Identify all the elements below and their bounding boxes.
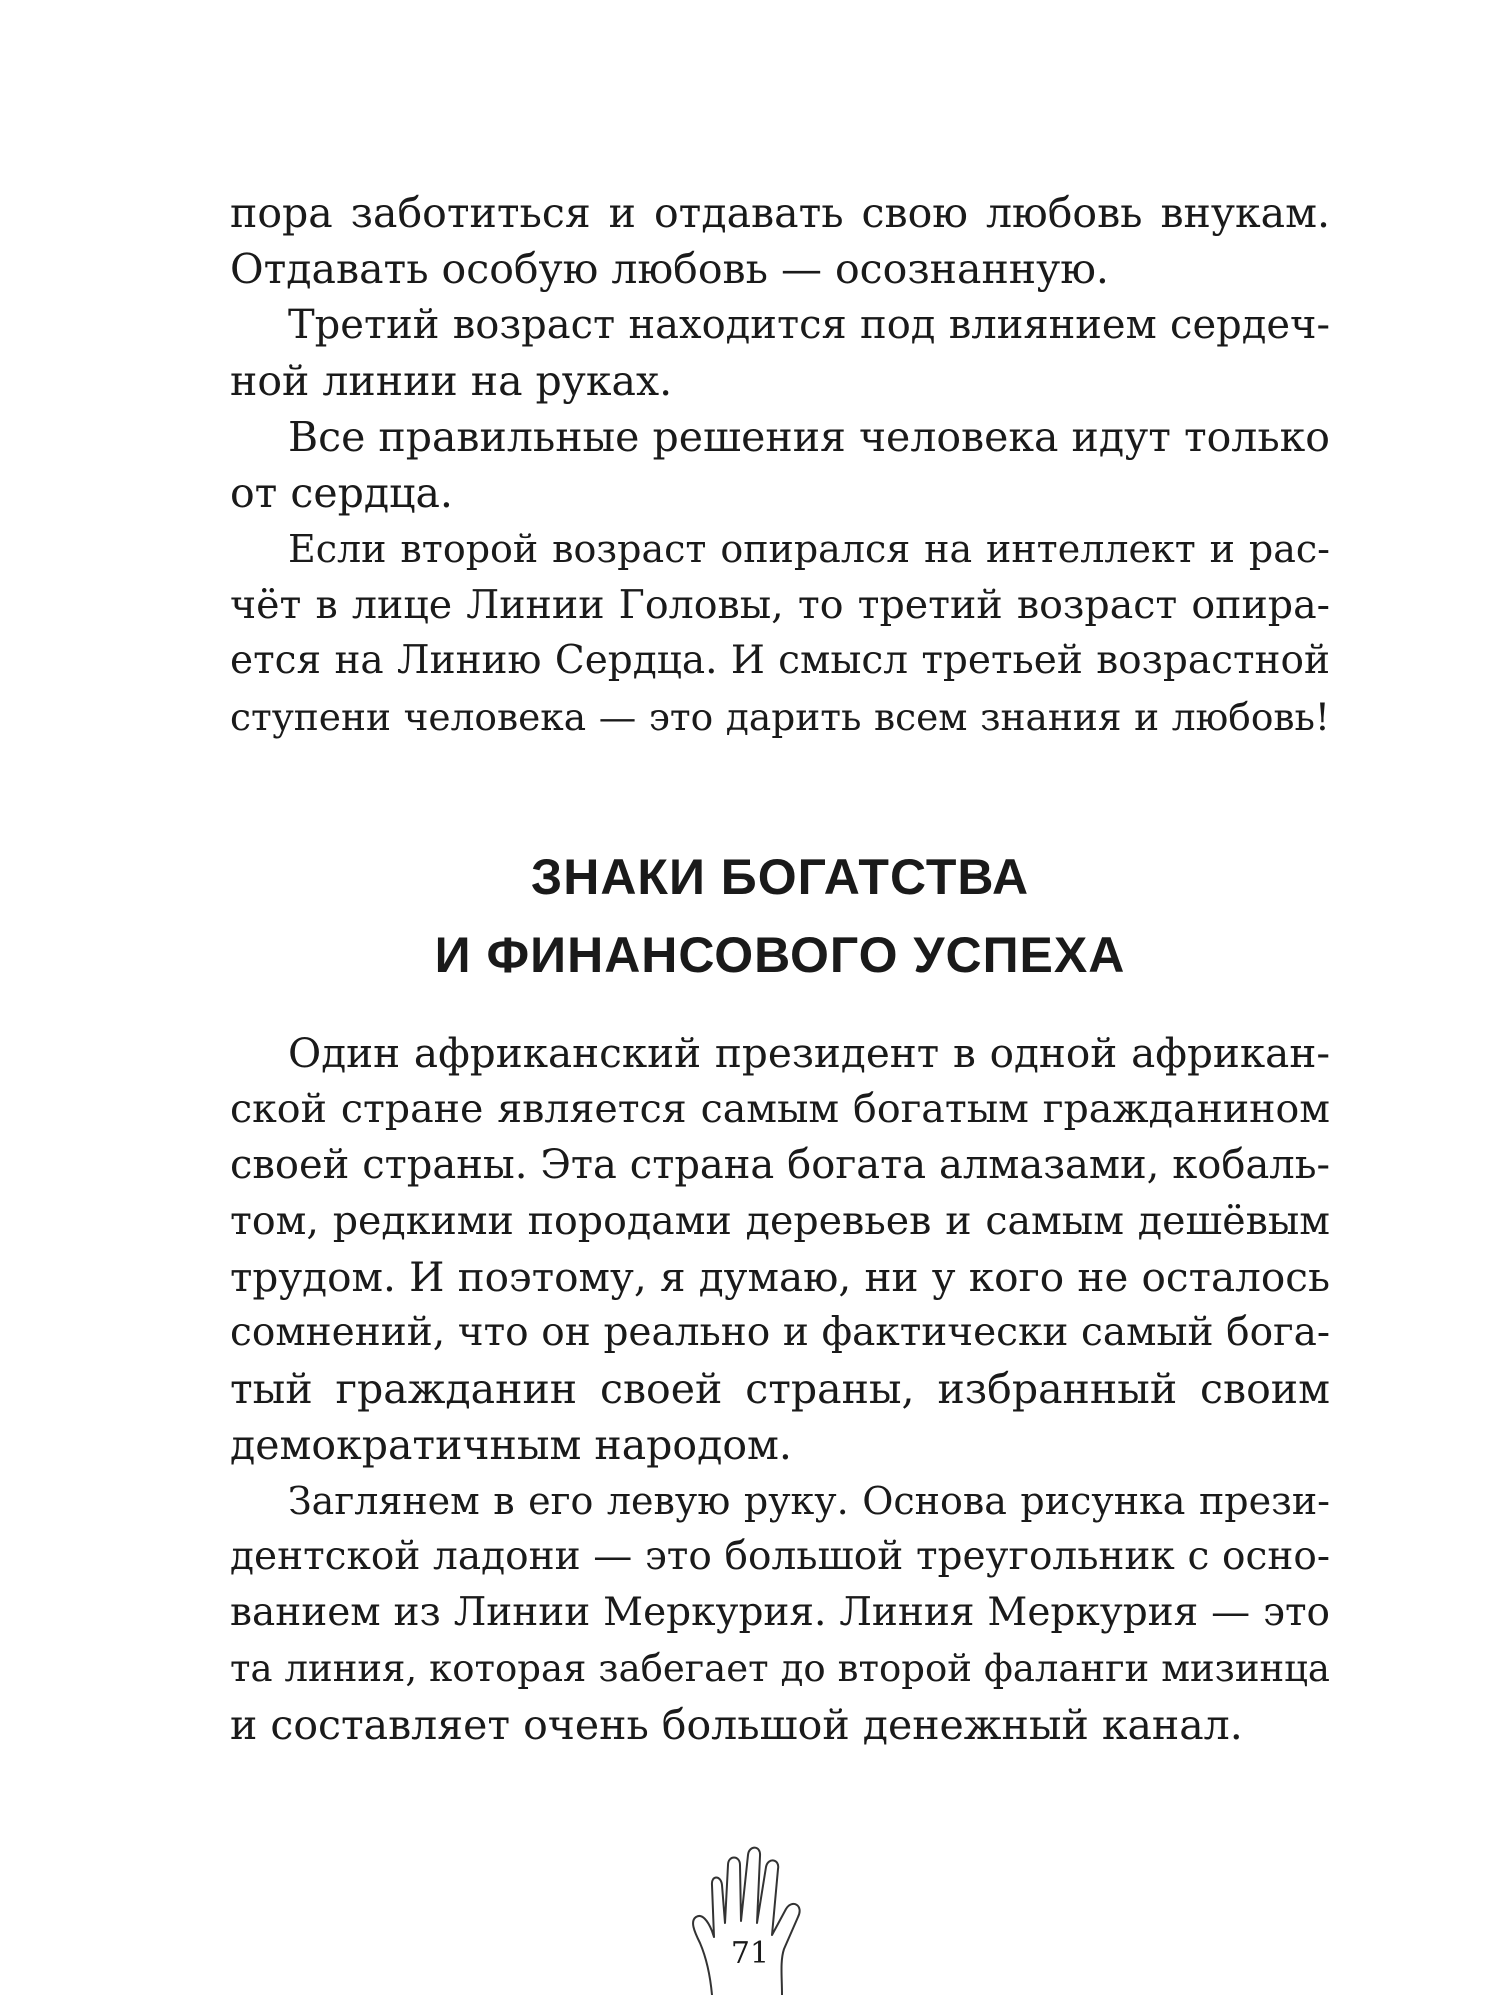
text-line: своей страны. Эта страна богата алмазами, кобаль-	[230, 1142, 1330, 1188]
text-line: дентской ладони — это большой треугольник с осно-	[230, 1534, 1330, 1579]
text-line: тый гражданин своей страны, избранный своим	[230, 1365, 1330, 1413]
text-line: ступени человека — это дарить всем знания и любовь!	[230, 695, 1330, 739]
page-number: 71	[730, 1936, 770, 1971]
heading-line-2: И ФИНАНСОВОГО УСПЕХА	[434, 927, 1126, 983]
text-line: демократичным народом.	[230, 1421, 792, 1469]
text-line: и составляет очень большой денежный канал.	[230, 1701, 1243, 1749]
text-line: та линия, которая забегает до второй фаланги мизинца	[230, 1647, 1330, 1690]
text-line: Все правильные решения человека идут только	[288, 413, 1330, 461]
text-line: Третий возраст находится под влиянием сердеч-	[288, 302, 1330, 348]
text-line: пора заботиться и отдавать свою любовь внукам.	[230, 189, 1330, 237]
text-line: ется на Линию Сердца. И смысл третьей возрастной	[230, 638, 1330, 683]
text-line: трудом. И поэтому, я думаю, ни у кого не осталось	[230, 1253, 1330, 1301]
text-line: ской стране является самым богатым гражданином	[230, 1086, 1330, 1132]
heading-line-1: ЗНАКИ БОГАТСТВА	[530, 849, 1030, 905]
hand-outline-icon	[690, 1845, 810, 1995]
text-line: Если второй возраст опирался на интеллект и рас-	[288, 527, 1330, 571]
text-line: Один африканский президент в одной африкан-	[288, 1029, 1330, 1077]
text-line: ной линии на руках.	[230, 357, 673, 405]
text-line: том, редкими породами деревьев и самым дешёвым	[230, 1198, 1330, 1244]
text-line: Отдавать особую любовь — осознанную.	[230, 245, 1109, 293]
text-line: Заглянем в его левую руку. Основа рисунка прези-	[288, 1479, 1330, 1523]
body-text-bottom	[230, 1025, 1330, 1753]
text-line: ванием из Линии Меркурия. Линия Меркурия — это	[230, 1590, 1330, 1635]
section-heading	[230, 838, 1330, 994]
text-line: сомнений, что он реально и фактически самый бога-	[230, 1310, 1330, 1355]
text-line: от сердца.	[230, 469, 453, 517]
text-line: чёт в лице Линии Головы, то третий возраст опира-	[230, 582, 1330, 628]
body-text-top	[230, 185, 1330, 745]
